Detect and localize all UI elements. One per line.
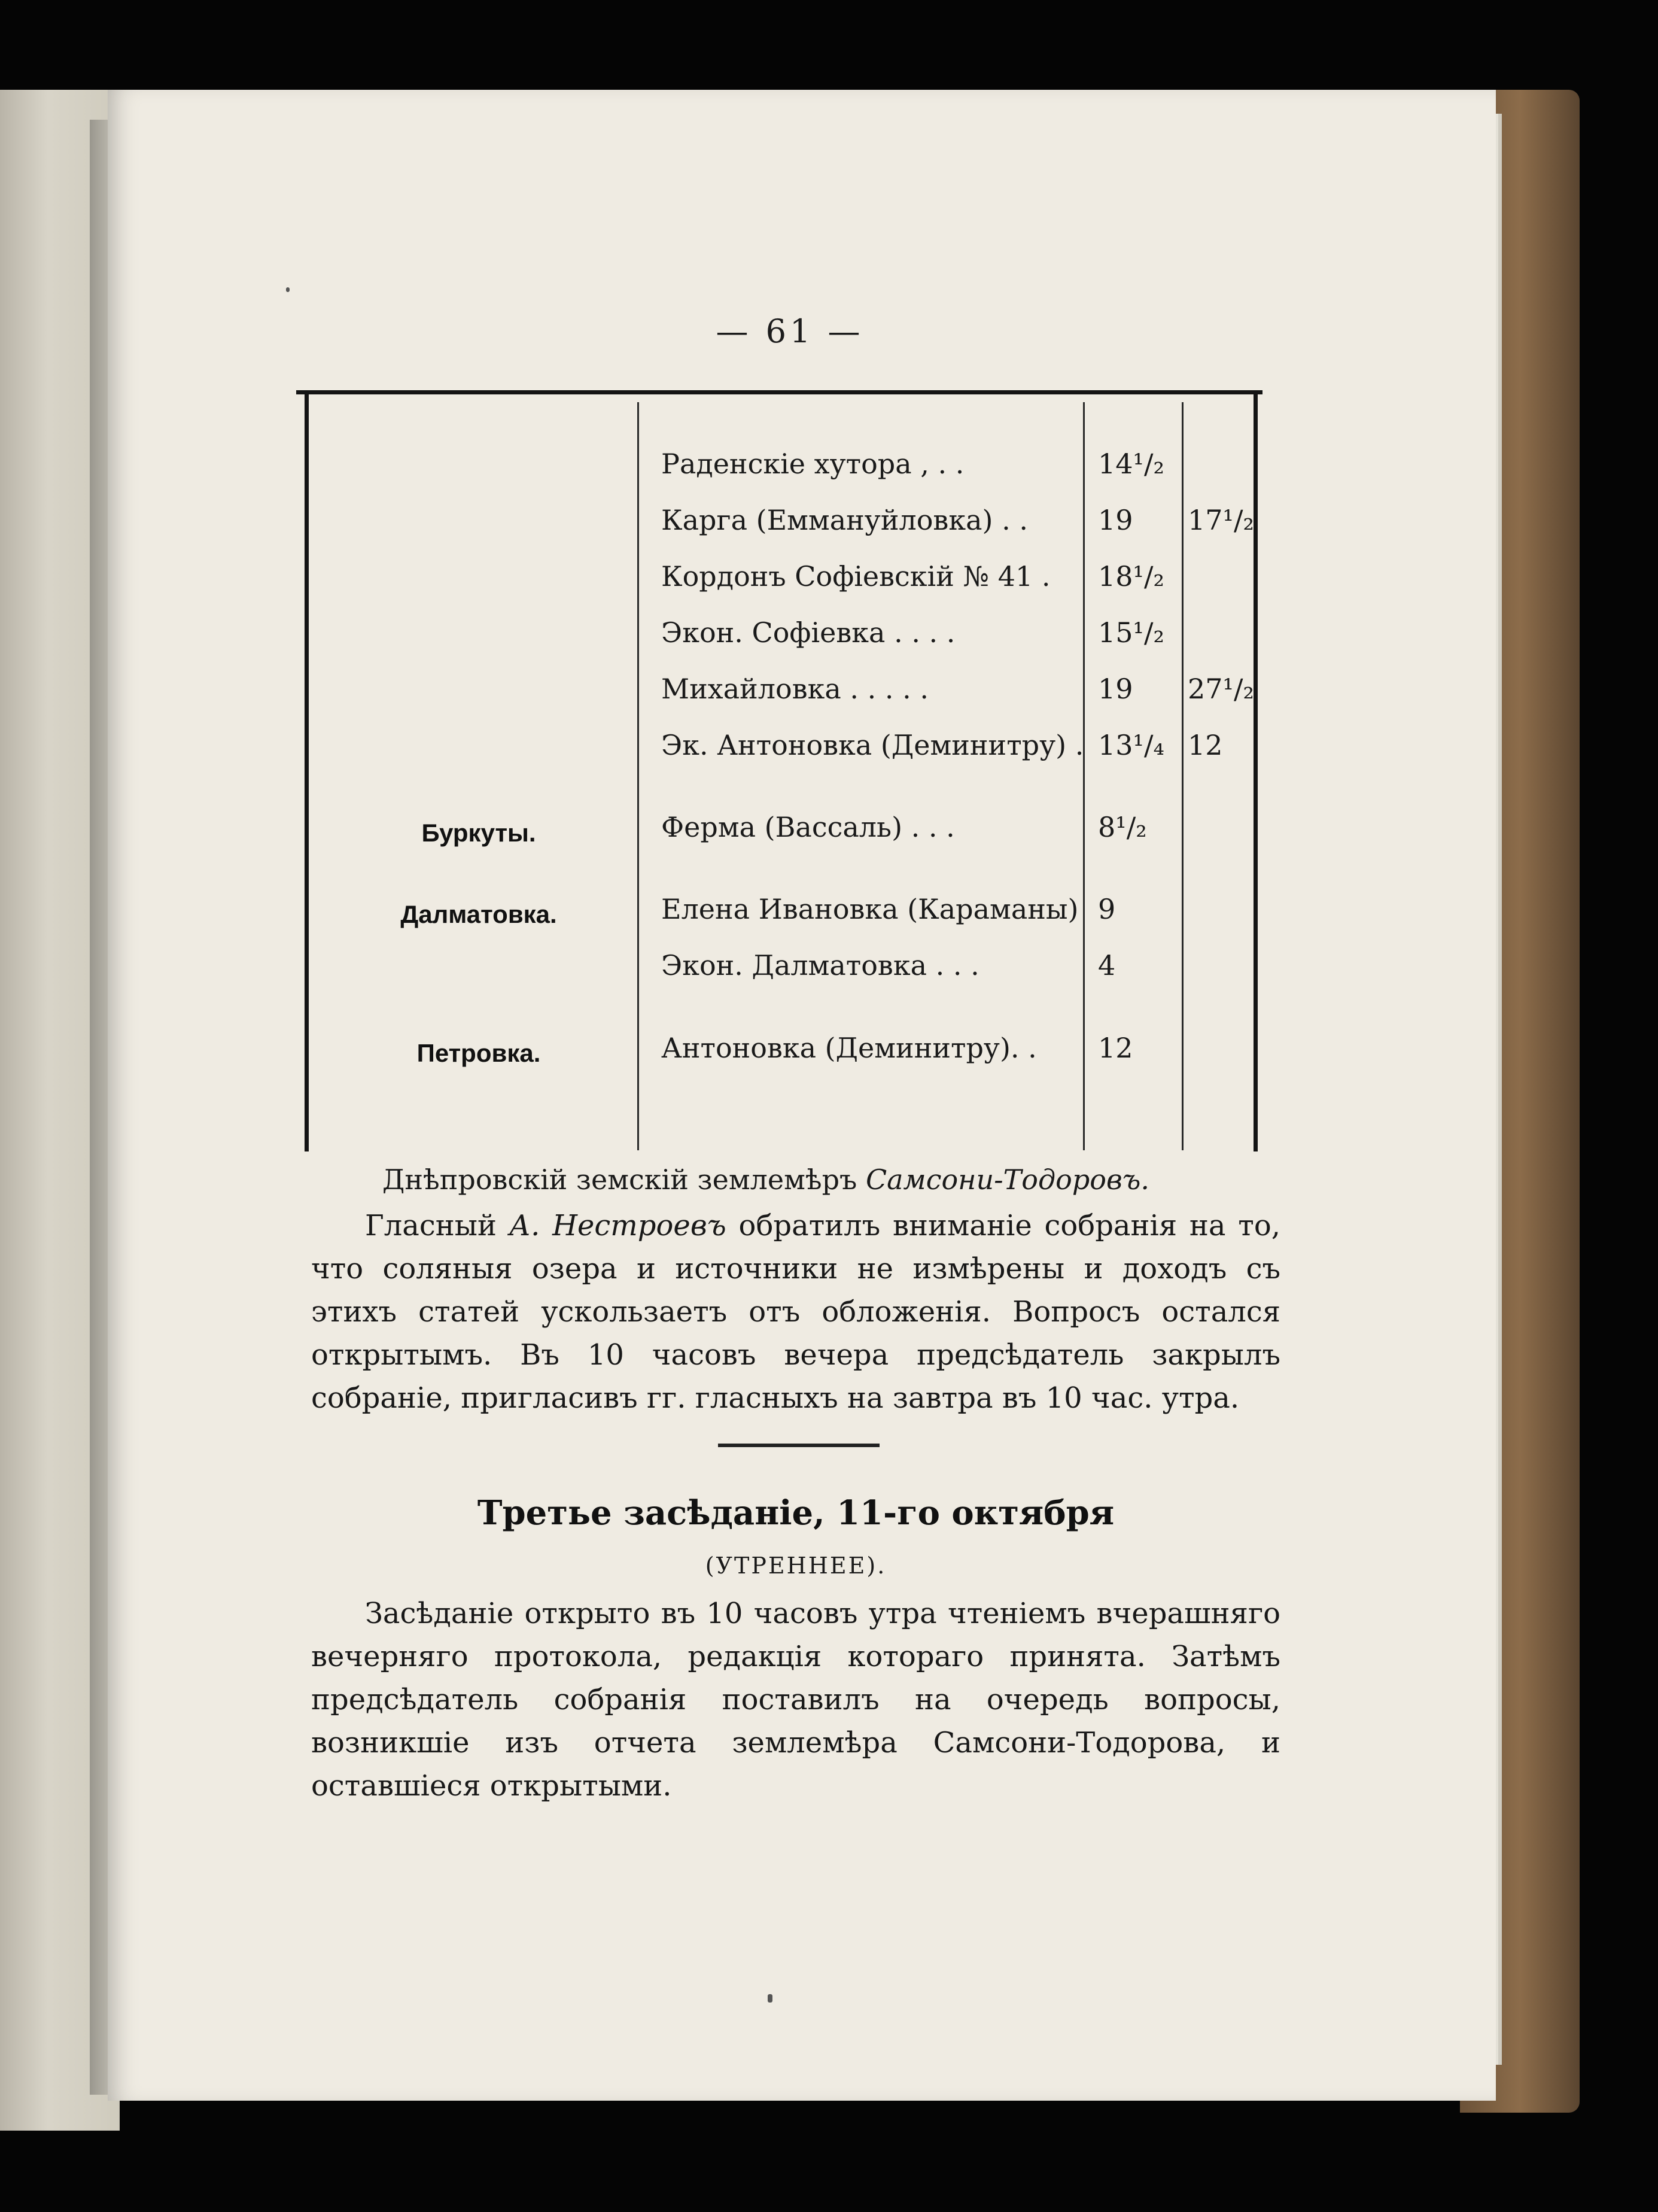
caption-name: Самсони-Тодоровъ.: [865, 1163, 1150, 1196]
table-top-rule: [296, 390, 1262, 394]
paragraph-body: обратилъ вниманіе собранія на то, что соляныя озера и источники не измѣрены и доходъ съ этихъ статей ускользаетъ отъ обложенія. Вопросъ остался открытымъ. Въ 10 часовъ вечера предсѣдатель закрылъ собраніе, пригласивъ гг. гласныхъ на завтра въ 10 час. утра.: [311, 1209, 1281, 1415]
value-cell: 19: [1098, 504, 1133, 536]
paragraph-name: А. Нестроевъ: [509, 1209, 726, 1242]
value-cell: 15¹/₂: [1098, 616, 1164, 649]
district-label: Петровка.: [416, 1039, 541, 1067]
section-heading: Третье засѣданіе, 11-го октября: [477, 1493, 1115, 1533]
value-cell: 9: [1098, 893, 1116, 925]
section-divider: [718, 1444, 880, 1447]
paragraph-lead: Гласный: [365, 1209, 497, 1242]
district-label: Далматовка.: [400, 900, 557, 928]
column-divider-district: [637, 402, 639, 1150]
value-cell: 18¹/₂: [1098, 560, 1164, 592]
paper-speck: [286, 287, 290, 292]
column-divider-value2: [1182, 402, 1184, 1150]
table-right-rule: [1254, 390, 1258, 1151]
column-divider-value: [1083, 402, 1085, 1150]
place-name: Ферма (Вассаль) . . .: [661, 811, 955, 843]
value-cell: 12: [1098, 1032, 1133, 1064]
caption-prefix: Днѣпровскій земскій землемѣръ: [382, 1163, 857, 1196]
value-cell: 14¹/₂: [1098, 448, 1164, 480]
place-name: Эк. Антоновка (Деминитру) .: [661, 729, 1084, 761]
place-name: Экон. Далматовка . . .: [661, 949, 979, 982]
place-name: Раденскіе хутора , . .: [661, 448, 965, 480]
value-cell: 13¹/₄: [1098, 729, 1164, 761]
place-name: Экон. Софіевка . . . .: [661, 616, 956, 649]
table-caption: [311, 1163, 1221, 1196]
place-name: Антоновка (Деминитру). .: [661, 1032, 1037, 1064]
value-cell-2: 17¹/₂: [1188, 504, 1254, 536]
page-number: — 61 —: [716, 312, 864, 350]
place-name: Михайловка . . . . .: [661, 673, 929, 705]
paragraph-1: [311, 1204, 1280, 1420]
table-left-rule: [305, 390, 309, 1151]
place-name: Кордонъ Софіевскій № 41 .: [661, 560, 1051, 592]
section-subheading: (УТРЕННЕЕ).: [705, 1552, 887, 1579]
value-cell: 8¹/₂: [1098, 811, 1147, 843]
place-name: Елена Ивановка (Караманы): [661, 893, 1079, 925]
value-cell: 19: [1098, 673, 1133, 705]
district-label: Буркуты.: [421, 819, 536, 847]
paper-speck: [768, 1994, 772, 2003]
paragraph-2: Засѣданіе открыто въ 10 часовъ утра чтеніемъ вчерашняго вечерняго протокола, редакція котораго принята. Затѣмъ предсѣдатель собранія поставилъ на очередь вопросы, возникшіе изъ отчета землемѣра Самсони-Тодорова, и оставшіеся открытыми.: [311, 1597, 1280, 1803]
value-cell-2: 12: [1188, 729, 1223, 761]
value-cell-2: 27¹/₂: [1188, 673, 1254, 705]
value-cell: 4: [1098, 949, 1116, 982]
place-name: Карга (Еммануйловка) . .: [661, 504, 1028, 536]
